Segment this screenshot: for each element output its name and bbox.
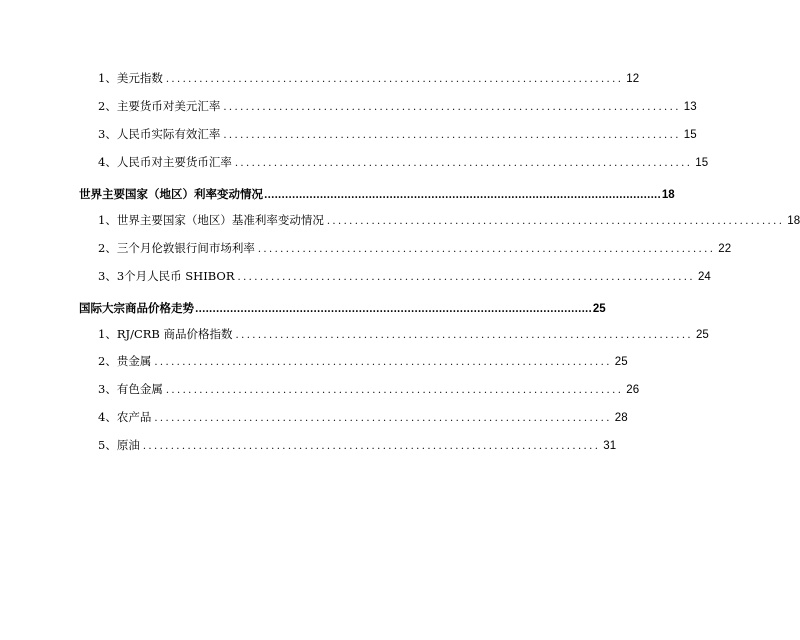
- toc-section-page: 18: [661, 189, 675, 201]
- toc-entry[interactable]: [98, 98, 697, 114]
- toc-entry-page: 22: [718, 243, 732, 255]
- toc-section-label: 国际大宗商品价格走势: [79, 301, 194, 315]
- toc-entry-label: 2、主要货币对美元汇率: [98, 99, 221, 113]
- dot-leader: ..................................................................................: [326, 216, 785, 227]
- toc-entry[interactable]: [98, 326, 709, 342]
- toc-entry-label: 5、原油: [98, 438, 140, 452]
- dot-leader: ..................................................................................: [154, 413, 612, 424]
- toc-entry-page: 18: [787, 215, 800, 227]
- toc-entry[interactable]: [98, 409, 628, 425]
- toc-entry[interactable]: [98, 381, 640, 397]
- toc-section-entry[interactable]: [79, 300, 606, 316]
- toc-entry[interactable]: [98, 240, 732, 256]
- toc-entry-label: 4、人民币对主要货币汇率: [98, 155, 232, 169]
- toc-section-label: 世界主要国家（地区）利率变动情况: [79, 187, 263, 201]
- toc-entry[interactable]: [98, 154, 709, 170]
- dot-leader: ..................................................................................: [165, 385, 624, 396]
- toc-entry-label: 3、3个月人民币 SHIBOR: [98, 269, 235, 283]
- dot-leader: ..................................................................................: [223, 102, 681, 113]
- toc-entry-page: 24: [697, 271, 711, 283]
- toc-section-page: 25: [592, 303, 606, 315]
- toc-entry-page: 15: [683, 129, 697, 141]
- dot-leader: ..................................................................................: [237, 272, 695, 283]
- dot-leader: ..................................................................................................................: [264, 190, 661, 201]
- toc-entry[interactable]: [98, 70, 640, 86]
- dot-leader: ..................................................................................: [165, 74, 624, 85]
- toc-entry-label: 2、贵金属: [98, 354, 152, 368]
- toc-entry-page: 25: [614, 356, 628, 368]
- dot-leader: ..................................................................................: [234, 158, 693, 169]
- toc-entry[interactable]: [98, 268, 711, 284]
- toc-entry-label: 3、人民币实际有效汇率: [98, 127, 221, 141]
- toc-entry[interactable]: [98, 126, 697, 142]
- dot-leader: ..................................................................................: [154, 357, 612, 368]
- toc-entry-label: 3、有色金属: [98, 382, 163, 396]
- toc-entry-page: 28: [614, 412, 628, 424]
- toc-entry-label: 4、农产品: [98, 410, 152, 424]
- toc-entry[interactable]: [98, 353, 628, 369]
- toc-entry-page: 15: [695, 157, 709, 169]
- toc-entry[interactable]: [98, 212, 800, 228]
- toc-entry-page: 25: [696, 329, 709, 341]
- toc-entry-page: 26: [626, 384, 640, 396]
- toc-section-entry[interactable]: [79, 186, 675, 202]
- dot-leader: ..................................................................................: [142, 441, 601, 452]
- toc-entry-label: 1、世界主要国家（地区）基准利率变动情况: [98, 213, 324, 227]
- toc-entry-page: 13: [683, 101, 697, 113]
- toc-entry-page: 31: [603, 440, 617, 452]
- toc-entry-label: 1、RJ/CRB 商品价格指数: [98, 327, 233, 341]
- dot-leader: ..................................................................................: [257, 244, 716, 255]
- toc-entry-label: 1、美元指数: [98, 71, 163, 85]
- toc-entry[interactable]: [98, 437, 617, 453]
- dot-leader: ..................................................................................: [223, 130, 681, 141]
- dot-leader: ..................................................................................: [235, 330, 693, 341]
- toc-entry-page: 12: [626, 73, 640, 85]
- toc-entry-label: 2、三个月伦敦银行间市场利率: [98, 241, 255, 255]
- dot-leader: ..................................................................................................................: [195, 304, 592, 315]
